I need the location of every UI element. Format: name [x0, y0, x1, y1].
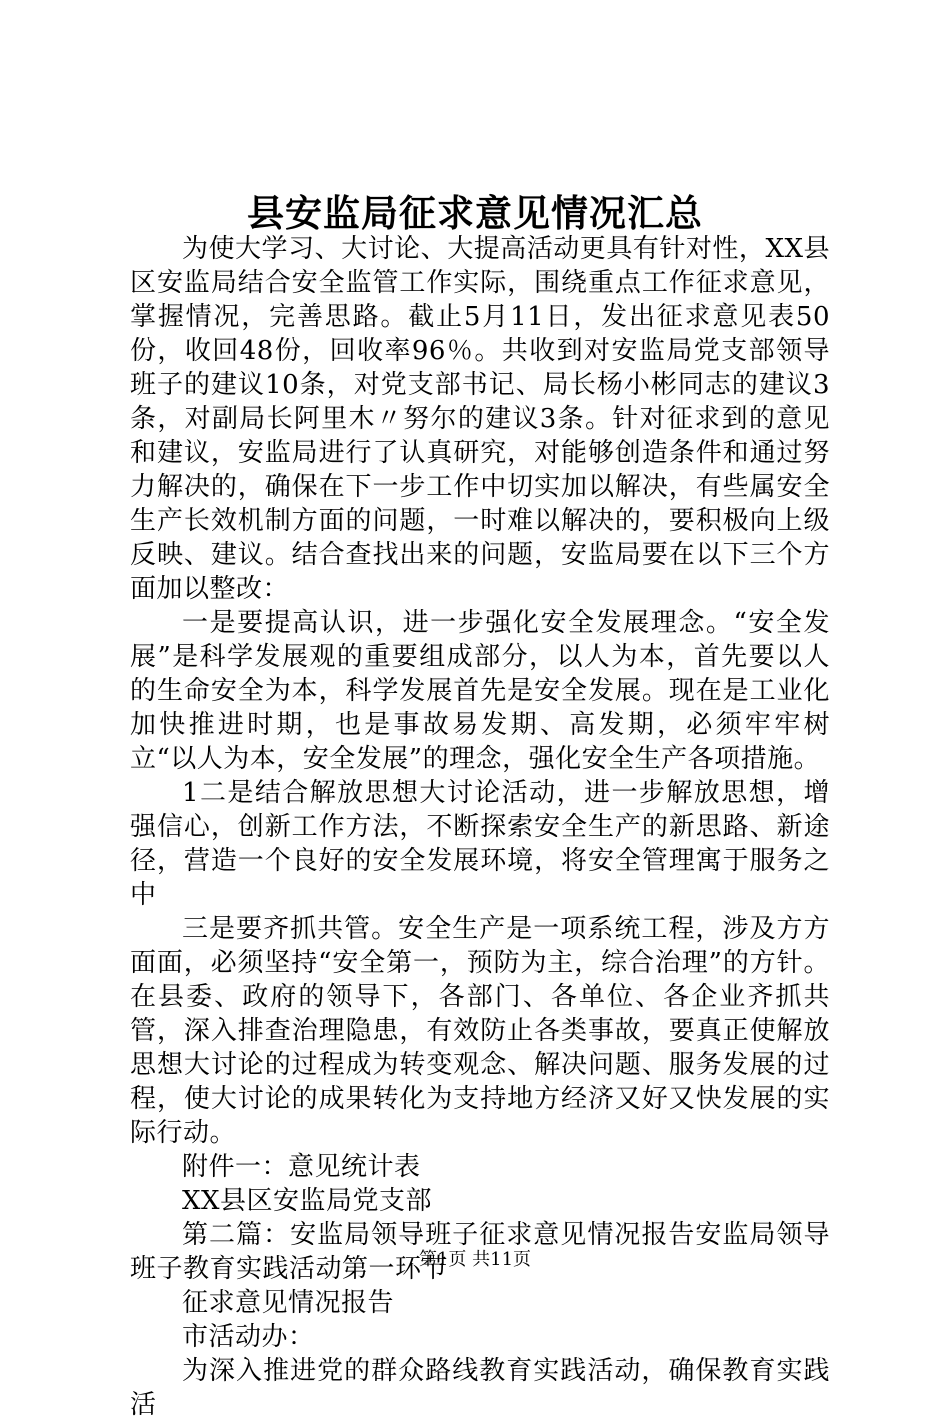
paragraph-point-two: 1二是结合解放思想大讨论活动，进一步解放思想，增强信心，创新工作方法，不断探索安全生产的新思路、新途径，营造一个良好的安全发展环境，将安全管理寓于服务之中 — [130, 778, 830, 910]
section-two-heading: 第二篇：安监局领导班子征求意见情况报告安监局领导班子教育实践活动第一环节 — [130, 1220, 830, 1284]
paragraph-point-one: 一是要提高认识，进一步强化安全发展理念。“安全发展”是科学发展观的重要组成部分，以人为本，首先要以人的生命安全为本，科学发展首先是安全发展。现在是工业化加快推进时期，也是事故易发期、高发期，必须牢牢树立“以人为本，安全发展”的理念，强化安全生产各项措施。 — [130, 608, 830, 774]
paragraph-report-start: 为深入推进党的群众路线教育实践活动，确保教育实践活 — [130, 1356, 830, 1420]
paragraph-point-three: 三是要齐抓共管。安全生产是一项系统工程，涉及方方面面，必须坚持“安全第一，预防为主，综合治理”的方针。在县委、政府的领导下，各部门、各单位、各企业齐抓共管，深入排查治理隐患，有效防止各类事故，要真正使解放思想大讨论的过程成为转变观念、解决问题、服务发展的过程，使大讨论的成果转化为支持地方经济又好又快发展的实际行动。 — [130, 914, 830, 1148]
document-title: 县安监局征求意见情况汇总 — [247, 191, 703, 235]
page-footer: 第1页 共11页 — [418, 1249, 532, 1270]
paragraph-intro: 为使大学习、大讨论、大提高活动更具有针对性，XX县区安监局结合安全监管工作实际，围绕重点工作征求意见，掌握情况，完善思路。截止5月11日，发出征求意见表50份，收回48份，回收率96％。共收到对安监局党支部领导班子的建议10条，对党支部书记、局长杨小彬同志的建议3条，对副局长阿里木〃努尔的建议3条。针对征求到的意见和建议，安监局进行了认真研究，对能够创造条件和通过努力解决的，确保在下一步工作中切实加以解决，有些属安全生产长效机制方面的问题，一时难以解决的，要积极向上级反映、建议。结合查找出来的问题，安监局要在以下三个方面加以整改： — [130, 234, 830, 604]
document-body — [130, 232, 830, 1422]
report-title-line: 征求意见情况报告 — [182, 1288, 395, 1318]
signature-line: XX县区安监局党支部 — [182, 1186, 433, 1216]
addressee-line: 市活动办： — [182, 1322, 315, 1352]
attachment-line: 附件一：意见统计表 — [182, 1152, 421, 1182]
